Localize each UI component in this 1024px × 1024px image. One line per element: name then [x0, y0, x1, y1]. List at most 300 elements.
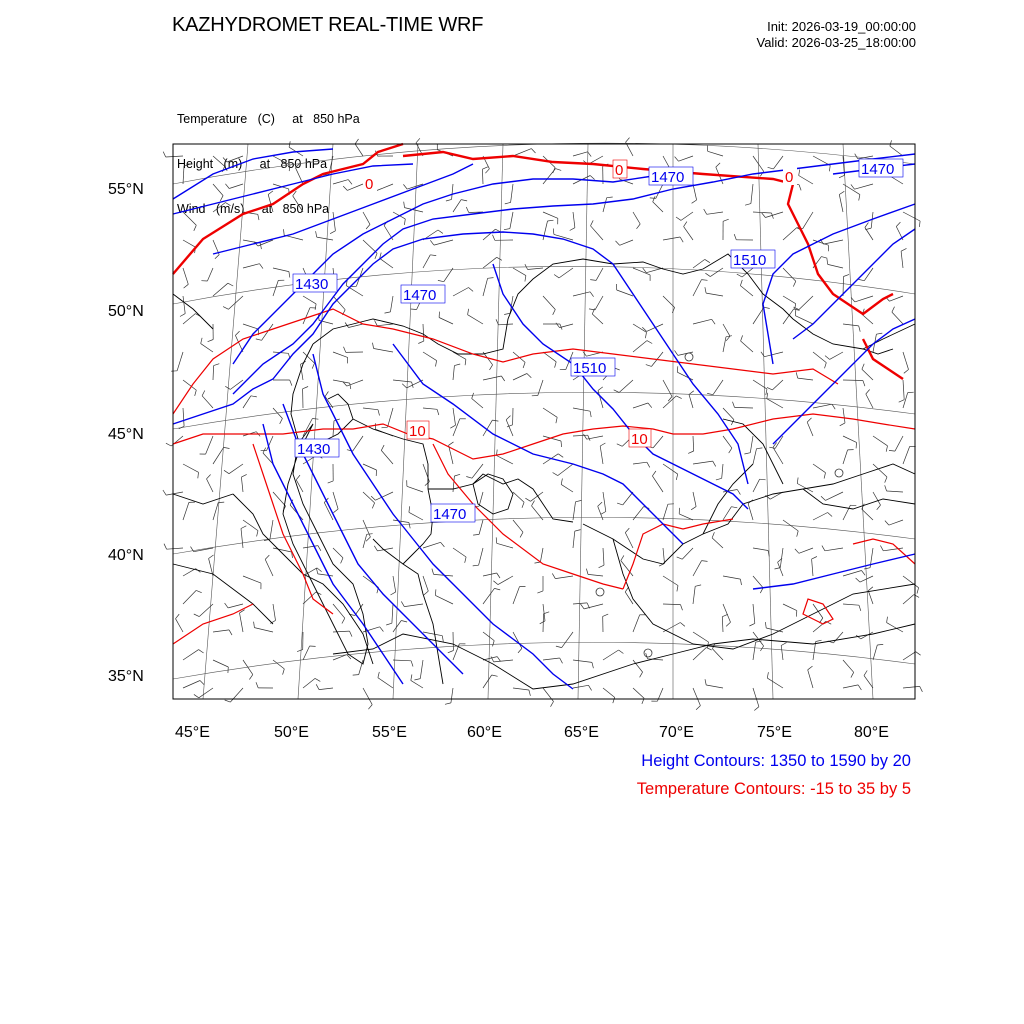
wind-barb-flag — [225, 603, 229, 608]
wind-barb — [333, 212, 335, 231]
temperature-contour-labels — [363, 160, 797, 448]
wind-barb — [693, 184, 697, 200]
wind-barb-flag — [504, 229, 510, 230]
wind-barb-flag — [522, 502, 524, 508]
wind-barb — [584, 604, 603, 609]
wind-barb — [723, 604, 731, 622]
wind-barb-flag — [705, 273, 710, 276]
wind-barb-flag — [765, 622, 766, 628]
wind-barb-flag — [890, 140, 892, 146]
forecast-times — [757, 19, 917, 51]
wind-barb-flag — [184, 284, 189, 288]
wind-barb — [543, 658, 560, 660]
wind-barb — [868, 591, 873, 604]
wind-barb-flag — [409, 506, 410, 512]
wind-barb-flag — [256, 682, 258, 688]
wind-barb-flag — [917, 588, 919, 594]
wind-barb — [243, 520, 258, 531]
wind-barb-flag — [691, 507, 696, 510]
wind-barb-flag — [235, 331, 239, 335]
wind-barb-flag — [402, 384, 406, 388]
wind-barb — [177, 352, 183, 371]
wind-barb-flag — [228, 283, 233, 286]
wind-barb-flag — [880, 546, 883, 551]
wind-barb — [783, 228, 797, 240]
wind-barb — [392, 604, 393, 623]
wind-barb-flag — [862, 364, 864, 370]
temperature-legend: Temperature Contours: -15 to 35 by 5 — [636, 780, 911, 798]
wind-barb — [903, 352, 909, 370]
wind-barb-flag — [762, 213, 766, 218]
wind-barb — [201, 344, 213, 352]
wind-barb-flag — [241, 474, 246, 477]
wind-barb — [423, 542, 441, 548]
wind-barb — [623, 492, 633, 505]
wind-barb-flag — [859, 326, 861, 332]
wind-barb — [183, 569, 196, 576]
wind-barb-flag — [919, 221, 920, 227]
wind-barb — [663, 380, 672, 397]
wind-barb-flag — [445, 703, 451, 704]
height-label: 1510 — [573, 360, 607, 377]
init-time: Init: 2026-03-19_00:00:00 — [767, 19, 916, 34]
wind-barb — [363, 408, 378, 410]
wind-barb — [633, 324, 647, 332]
wind-barb — [783, 296, 796, 304]
wind-barb — [317, 237, 333, 240]
wind-barb — [780, 548, 783, 568]
wind-barb-flag — [821, 257, 827, 259]
wind-barb — [573, 603, 587, 604]
wind-barb — [303, 296, 316, 304]
wind-barb-flag — [303, 387, 309, 389]
wind-barb — [573, 435, 588, 436]
wind-barb — [555, 576, 573, 579]
wind-barb — [767, 678, 783, 688]
wind-barb — [828, 264, 843, 268]
wind-barb-flag — [414, 679, 420, 680]
wind-barb-flag — [353, 675, 359, 676]
wind-barb-flag — [695, 585, 701, 586]
wind-barb-flag — [676, 474, 677, 480]
wind-barb-flag — [473, 565, 479, 566]
wind-barb-flag — [283, 669, 285, 675]
wind-barb-flag — [807, 418, 811, 422]
wind-barb — [753, 576, 763, 588]
height-label: 1470 — [861, 161, 895, 178]
wind-barb — [653, 202, 663, 212]
wind-barb-flag — [432, 569, 434, 575]
wind-barb-flag — [799, 185, 801, 191]
wind-barb — [333, 631, 350, 632]
wind-barb-flag — [675, 157, 679, 162]
wind-barb-flag — [616, 241, 620, 245]
weather-map — [173, 144, 915, 699]
wind-barb — [453, 548, 466, 557]
wind-barb-flag — [737, 274, 742, 277]
wind-barb-flag — [722, 614, 728, 616]
height-label: 1430 — [297, 441, 331, 458]
wind-barb-flag — [839, 175, 844, 178]
temperature-label: 10 — [631, 431, 648, 448]
wind-barb-flag — [588, 152, 592, 157]
wind-barb — [903, 686, 920, 688]
wind-barb-flag — [637, 224, 641, 229]
wind-barb-flag — [796, 372, 798, 378]
wind-barb — [723, 408, 734, 420]
wind-barb-flag — [896, 222, 900, 226]
wind-barb — [206, 436, 213, 454]
wind-barb — [483, 675, 492, 688]
lon-label-45e: 45°E — [175, 724, 210, 741]
wind-barb — [303, 678, 315, 688]
wind-barb — [901, 251, 903, 268]
wind-barb-flag — [859, 279, 865, 280]
wind-barb-flag — [590, 176, 594, 180]
wind-barb-flag — [442, 636, 443, 642]
wind-barb — [753, 548, 768, 551]
lat-label-50n: 50°N — [108, 303, 144, 320]
wind-barb — [803, 212, 813, 229]
wind-barb — [808, 670, 813, 688]
wind-barb — [207, 479, 214, 492]
wind-barb — [799, 296, 813, 310]
wind-barb-flag — [619, 650, 624, 654]
wind-barb-flag — [378, 410, 380, 416]
height-label: 1470 — [651, 169, 685, 186]
wind-barb-flag — [749, 623, 754, 626]
wind-barb-flag — [745, 204, 751, 206]
wind-barb — [753, 604, 755, 623]
wind-barb — [183, 166, 184, 184]
wind-barb-flag — [404, 219, 405, 225]
wind-barb-flag — [832, 404, 835, 409]
wind-barb — [497, 543, 513, 548]
wind-barb-flag — [712, 532, 714, 538]
wind-barb-flag — [645, 332, 646, 338]
wind-barb — [183, 268, 188, 284]
wind-barb — [682, 548, 693, 559]
wind-barb-flag — [617, 444, 623, 447]
wind-barb — [543, 296, 555, 310]
wind-barb — [293, 196, 303, 212]
wind-barb-flag — [454, 364, 460, 366]
wind-barb — [652, 476, 663, 492]
wind-barb — [710, 268, 723, 277]
wind-barb — [482, 169, 483, 184]
wind-barb-flag — [535, 562, 541, 563]
wind-barb — [202, 396, 213, 408]
wind-barb — [824, 240, 844, 244]
wind-barb — [453, 288, 469, 297]
wind-barb — [479, 520, 483, 534]
wind-barb-flag — [350, 631, 353, 637]
wind-barb-flag — [492, 675, 498, 676]
wind-barb-flag — [504, 313, 510, 314]
wind-barb — [513, 492, 524, 502]
wind-barb — [333, 180, 348, 184]
wind-barb-flag — [556, 417, 557, 423]
wind-barb-flag — [712, 319, 715, 324]
wind-barb — [423, 408, 437, 409]
wind-barb — [353, 436, 363, 451]
wind-barb — [873, 436, 888, 446]
wind-barb — [273, 492, 286, 506]
wind-barb-flag — [877, 505, 881, 510]
wind-barb-flag — [570, 228, 575, 231]
wind-barb-flag — [676, 396, 681, 399]
wind-barb — [435, 595, 453, 604]
wind-barb — [646, 268, 663, 273]
wind-barb — [708, 151, 723, 156]
wind-barb-flag — [180, 314, 185, 317]
wind-barb-flag — [436, 361, 437, 367]
wind-barb-flag — [531, 149, 535, 153]
wind-barb — [825, 548, 843, 551]
wind-barb-flag — [726, 336, 732, 337]
wind-barb — [229, 184, 243, 189]
wind-barb — [866, 394, 873, 408]
wind-barb-flag — [553, 310, 556, 315]
wind-barb-flag — [497, 657, 500, 662]
wind-barb-flag — [527, 374, 531, 378]
lon-label-75e: 75°E — [757, 724, 792, 741]
wind-barb — [511, 184, 513, 202]
wind-barb — [855, 184, 874, 189]
wind-barb — [712, 538, 723, 548]
wind-barb-flag — [328, 481, 334, 483]
wind-barb-flag — [290, 380, 292, 386]
wind-barb-flag — [225, 700, 231, 702]
wind-barb-flag — [316, 568, 317, 574]
wind-barb-flag — [316, 231, 317, 237]
wind-barb — [479, 548, 483, 565]
wind-barb-flag — [829, 165, 830, 171]
wind-barb-flag — [797, 478, 798, 484]
wind-barb — [799, 176, 813, 185]
wind-barb-flag — [599, 565, 604, 568]
wind-barb-flag — [855, 154, 858, 159]
wind-barb — [380, 258, 393, 268]
wind-barb-flag — [372, 503, 374, 509]
wind-barb — [753, 380, 767, 389]
wind-barb-flag — [371, 496, 375, 500]
wind-barb — [303, 646, 310, 660]
height-contour-labels — [293, 159, 903, 523]
wind-barb — [423, 576, 428, 591]
wind-barb-flag — [795, 549, 799, 553]
wind-barb-flag — [766, 389, 767, 395]
wind-barb — [895, 436, 903, 451]
wind-barb — [843, 324, 859, 326]
wind-barb — [873, 492, 881, 505]
wind-barb — [333, 352, 348, 357]
wind-barb-flag — [740, 280, 742, 286]
wind-barbs — [163, 138, 923, 711]
wind-barb-flag — [680, 623, 685, 627]
wind-barb — [813, 404, 832, 408]
wind-barb-flag — [625, 528, 629, 533]
wind-barb-flag — [741, 335, 743, 341]
wind-barb — [347, 184, 363, 190]
wind-barb-flag — [466, 207, 468, 213]
wind-barb-flag — [280, 419, 283, 424]
wind-barb-flag — [316, 684, 319, 689]
wind-barb-flag — [825, 363, 827, 369]
wind-barb — [303, 308, 310, 324]
wind-barb — [453, 419, 460, 436]
wind-barb-flag — [215, 255, 219, 259]
wind-barb-flag — [812, 557, 817, 560]
wind-barb-flag — [858, 685, 861, 690]
wind-barb-flag — [707, 393, 713, 394]
wind-barb — [388, 408, 394, 427]
wind-barb-flag — [592, 662, 593, 668]
wind-barb-flag — [260, 264, 264, 269]
wind-barb-flag — [825, 356, 830, 360]
wind-barb-flag — [468, 309, 469, 315]
wind-barb — [409, 512, 423, 520]
wind-barb — [663, 237, 680, 240]
wind-barb — [722, 617, 723, 632]
wind-barb-flag — [590, 292, 594, 297]
wind-barb — [573, 292, 590, 296]
wind-barb-flag — [716, 163, 720, 167]
wind-barb — [873, 645, 877, 660]
wind-barb — [346, 286, 363, 296]
wind-barb — [375, 184, 393, 191]
wind-barb — [468, 315, 483, 324]
wind-barb-flag — [518, 648, 522, 653]
wind-barb — [393, 621, 401, 633]
wind-barb-flag — [706, 648, 711, 651]
wind-barb-flag — [424, 591, 429, 595]
wind-barb-flag — [525, 276, 526, 282]
wind-barb-flag — [348, 180, 352, 185]
wind-barb — [753, 307, 764, 324]
wind-barb — [273, 280, 278, 296]
wind-barb-flag — [548, 220, 554, 221]
wind-barb — [783, 520, 798, 531]
wind-barb-flag — [560, 658, 563, 663]
wind-barb — [887, 491, 903, 492]
wind-barb-flag — [684, 222, 687, 227]
wind-barb — [693, 319, 712, 324]
field-height: Height (m) at 850 hPa — [177, 157, 328, 171]
wind-barb — [693, 492, 696, 507]
wind-barb-flag — [224, 447, 230, 448]
wind-barb-flag — [497, 573, 500, 578]
wind-barb — [254, 628, 273, 632]
wind-barb — [573, 152, 588, 156]
wind-barb — [420, 660, 423, 679]
wind-barb — [183, 464, 199, 472]
wind-barb-flag — [552, 573, 555, 578]
wind-barb-flag — [716, 478, 722, 480]
lon-label-60e: 60°E — [467, 724, 502, 741]
wind-barb — [273, 156, 290, 165]
wind-barb-flag — [297, 650, 303, 652]
wind-barb — [813, 513, 828, 521]
wind-barb — [494, 660, 513, 662]
wind-barb-flag — [647, 341, 652, 344]
wind-barb-flag — [411, 309, 417, 310]
wind-barb — [543, 352, 556, 362]
wind-barb — [183, 314, 195, 324]
wind-barb — [543, 221, 548, 240]
wind-barb-flag — [403, 184, 407, 189]
wind-barb-flag — [554, 275, 559, 278]
height-label: 1510 — [733, 252, 767, 269]
wind-barb-flag — [556, 646, 562, 648]
wind-barb-flag — [312, 419, 318, 420]
wind-barb — [653, 436, 663, 448]
wind-barb-flag — [868, 587, 873, 591]
lat-label-45n: 45°N — [108, 426, 144, 443]
wind-barb — [483, 588, 494, 604]
wind-barb — [562, 632, 573, 648]
wind-barb-flag — [850, 505, 856, 506]
wind-barb-flag — [446, 199, 452, 201]
wind-barb-flag — [828, 513, 833, 517]
wind-barb — [265, 559, 273, 576]
wind-barb-flag — [864, 568, 870, 569]
wind-barb — [423, 324, 424, 341]
wind-barb — [903, 652, 916, 660]
wind-barb-flag — [866, 390, 870, 395]
wind-barb-flag — [797, 531, 799, 537]
wind-barb-flag — [461, 200, 467, 201]
wind-barb — [558, 464, 573, 476]
wind-barb — [592, 314, 603, 324]
wind-barb — [663, 548, 665, 563]
wind-barb — [855, 296, 873, 302]
wind-barb — [843, 436, 857, 442]
wind-barb-flag — [598, 502, 602, 506]
wind-barb-flag — [553, 473, 558, 476]
wind-barb — [693, 688, 700, 706]
wind-barb-flag — [411, 675, 412, 681]
wind-barb — [243, 576, 261, 583]
wind-barb — [633, 688, 644, 698]
wind-barb-flag — [901, 248, 906, 251]
wind-barb-flag — [373, 343, 374, 349]
wind-barb — [355, 144, 363, 156]
wind-barb — [689, 395, 693, 409]
wind-barb — [434, 240, 453, 245]
wind-barb — [333, 380, 350, 383]
wind-barb — [393, 576, 396, 592]
wind-barb-flag — [214, 364, 220, 366]
wind-barb — [830, 352, 843, 359]
wind-barb — [843, 685, 858, 688]
height-contours — [173, 149, 915, 689]
wind-barb — [510, 212, 513, 229]
wind-barb-flag — [553, 229, 554, 235]
wind-barb — [903, 446, 910, 464]
wind-barb-flag — [289, 272, 290, 278]
wind-barb — [706, 293, 723, 296]
wind-barb-flag — [200, 681, 204, 685]
lon-label-70e: 70°E — [659, 724, 694, 741]
wind-barb-flag — [289, 165, 290, 171]
wind-barb-flag — [713, 461, 716, 466]
wind-barb-flag — [822, 546, 825, 551]
wind-barb-flag — [493, 641, 495, 647]
wind-barb-flag — [886, 446, 887, 452]
temperature-label: 0 — [365, 176, 374, 193]
wind-barb-flag — [418, 341, 424, 343]
